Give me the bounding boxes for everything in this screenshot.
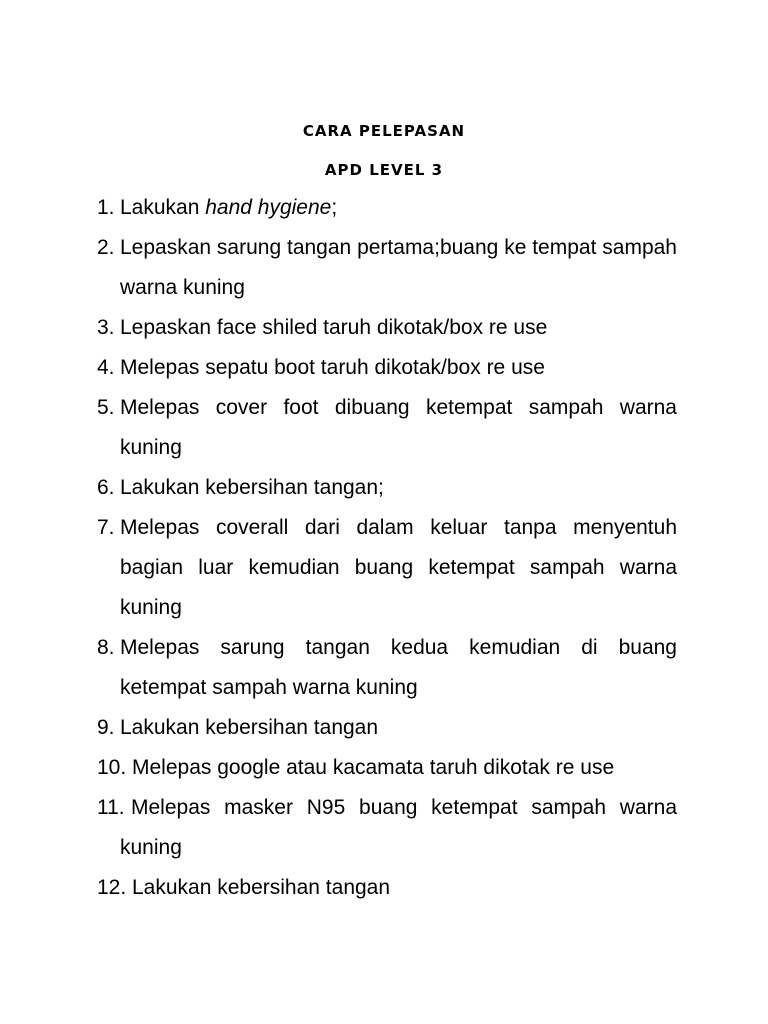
step-number: 5. xyxy=(97,396,115,419)
step-item-5 xyxy=(0,388,768,468)
step-number: 11. xyxy=(97,796,125,819)
step-text: Lakukan kebersihan tangan; xyxy=(120,476,384,499)
step-text: Melepas sarung tangan kedua kemudian di buang ketempat sampah warna kuning xyxy=(120,636,677,699)
step-text: Melepas cover foot dibuang ketempat sampah warna kuning xyxy=(120,396,677,459)
step-text: Lakukan kebersihan tangan xyxy=(120,716,379,739)
step-item-3 xyxy=(0,308,768,348)
step-item-6 xyxy=(0,468,768,508)
step-item-7 xyxy=(0,508,768,628)
step-text xyxy=(120,188,677,228)
step-item-12 xyxy=(0,868,768,908)
step-text: Melepas coverall dari dalam keluar tanpa menyentuh bagian luar kemudian buang ketempat sampah warna kuning xyxy=(120,516,677,619)
step-number: 8. xyxy=(97,636,115,659)
step-text-prefix: Lakukan xyxy=(120,196,206,219)
step-number: 3. xyxy=(97,316,115,339)
step-text: Melepas sepatu boot taruh dikotak/box re use xyxy=(120,356,545,379)
step-item-2 xyxy=(0,228,768,308)
document-subtitle: APD LEVEL 3 xyxy=(324,161,444,179)
step-number: 12. xyxy=(97,876,127,899)
step-text: Melepas masker N95 buang ketempat sampah warna kuning xyxy=(120,796,677,859)
step-text-suffix: ; xyxy=(331,196,338,219)
step-item-9 xyxy=(0,708,768,748)
step-text: Melepas google atau kacamata taruh dikotak re use xyxy=(132,756,615,779)
document-title: CARA PELEPASAN xyxy=(302,122,466,140)
step-text-italic: hand hygiene xyxy=(205,196,332,219)
step-text: Lepaskan face shiled taruh dikotak/box re use xyxy=(120,316,548,339)
step-number: 9. xyxy=(97,716,115,739)
step-number: 2. xyxy=(97,236,115,259)
step-number: 1. xyxy=(97,196,115,219)
step-number: 7. xyxy=(97,516,115,539)
step-item-4 xyxy=(0,348,768,388)
steps-list xyxy=(0,188,768,908)
step-number: 6. xyxy=(97,476,115,499)
step-text: Lakukan kebersihan tangan xyxy=(132,876,391,899)
step-item-11 xyxy=(0,788,768,868)
step-text: Lepaskan sarung tangan pertama;buang ke tempat sampah warna kuning xyxy=(120,236,677,299)
step-item-1 xyxy=(0,188,768,228)
step-item-10 xyxy=(0,748,768,788)
step-number: 4. xyxy=(97,356,115,379)
step-item-8 xyxy=(0,628,768,708)
step-number: 10. xyxy=(97,756,127,779)
